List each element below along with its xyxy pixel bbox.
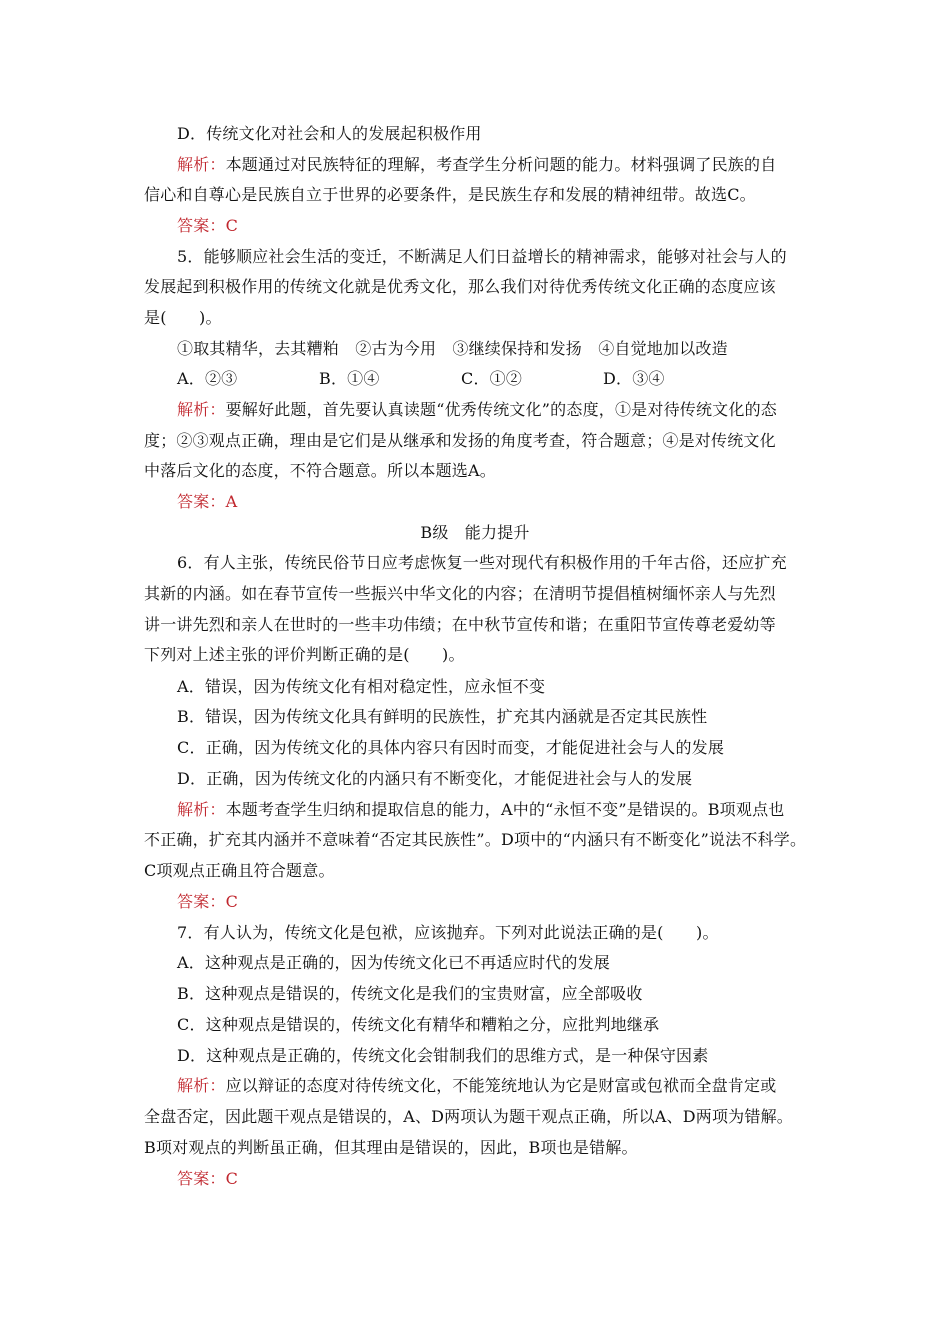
q4-analysis-line-1: 解析：本题通过对民族特征的理解，考查学生分析问题的能力。材料强调了民族的自 (177, 155, 777, 174)
q4-analysis-line-2: 信心和自尊心是民族自立于世界的必要条件，是民族生存和发展的精神纽带。故选C。 (144, 185, 756, 204)
q5-answer: 答案：A (177, 492, 238, 511)
q7-answer: 答案：C (177, 1169, 239, 1188)
q7-option-a: A．这种观点是正确的，因为传统文化已不再适应时代的发展 (177, 953, 610, 972)
q6-option-b: B．错误，因为传统文化具有鲜明的民族性，扩充其内涵就是否定其民族性 (177, 707, 708, 726)
q6-answer: 答案：C (177, 892, 239, 911)
q5-choice-b: B．①④ (319, 369, 380, 388)
q5-analysis-line-1: 解析：要解好此题，首先要认真读题“优秀传统文化”的态度，①是对待传统文化的态 (177, 400, 777, 419)
q7-option-d: D．这种观点是正确的，传统文化会钳制我们的思维方式，是一种保守因素 (177, 1046, 709, 1065)
q4-option-d: D．传统文化对社会和人的发展起积极作用 (177, 124, 482, 143)
analysis-label: 解析： (177, 1076, 226, 1095)
q7-analysis-line-3: B项对观点的判断虽正确，但其理由是错误的，因此，B项也是错解。 (144, 1138, 638, 1157)
analysis-label: 解析： (177, 400, 226, 419)
q5-stem-line-1: 5．能够顺应社会生活的变迁，不断满足人们日益增长的精神需求，能够对社会与人的 (177, 247, 787, 266)
q5-choice-a: A．②③ (177, 369, 238, 388)
analysis-label: 解析： (177, 155, 226, 174)
q6-analysis-line-3: C项观点正确且符合题意。 (144, 861, 335, 880)
q7-option-b: B．这种观点是错误的，传统文化是我们的宝贵财富，应全部吸收 (177, 984, 643, 1003)
section-title: B级 能力提升 (420, 523, 530, 542)
q5-analysis-line-3: 中落后文化的态度，不符合题意。所以本题选A。 (144, 461, 496, 480)
q6-stem-line-3: 讲一讲先烈和亲人在世时的一些丰功伟绩；在中秋节宣传和谐；在重阳节宣传尊老爱幼等 (144, 615, 776, 634)
q5-items: ①取其精华，去其糟粕 ②古为今用 ③继续保持和发扬 ④自觉地加以改造 (177, 339, 728, 358)
q6-option-a: A．错误，因为传统文化有相对稳定性，应永恒不变 (177, 677, 546, 696)
q5-stem-line-3: 是( )。 (144, 308, 222, 327)
q7-analysis-line-2: 全盘否定，因此题干观点是错误的，A、D两项认为题干观点正确，所以A、D两项为错解。 (144, 1107, 793, 1126)
q7-stem-line-1: 7．有人认为，传统文化是包袱，应该抛弃。下列对此说法正确的是( )。 (177, 923, 719, 942)
q6-analysis-line-2: 不正确，扩充其内涵并不意味着“否定其民族性”。D项中的“内涵只有不断变化”说法不科学。 (144, 830, 807, 849)
q5-choices (177, 369, 665, 389)
q5-stem-line-2: 发展起到积极作用的传统文化就是优秀文化，那么我们对待优秀传统文化正确的态度应该 (144, 277, 776, 296)
q6-stem-line-2: 其新的内涵。如在春节宣传一些振兴中华文化的内容；在清明节提倡植树缅怀亲人与先烈 (144, 584, 776, 603)
q5-analysis-line-2: 度；②③观点正确，理由是它们是从继承和发扬的角度考查，符合题意；④是对传统文化 (144, 431, 776, 450)
q6-option-d: D．正确，因为传统文化的内涵只有不断变化，才能促进社会与人的发展 (177, 769, 693, 788)
q7-option-c: C．这种观点是错误的，传统文化有精华和糟粕之分，应批判地继承 (177, 1015, 660, 1034)
analysis-label: 解析： (177, 800, 226, 819)
q5-choice-c: C．①② (461, 369, 523, 388)
q4-answer: 答案：C (177, 216, 239, 235)
q6-stem-line-4: 下列对上述主张的评价判断正确的是( )。 (144, 645, 465, 664)
q7-analysis-line-1: 解析：应以辩证的态度对待传统文化，不能笼统地认为它是财富或包袱而全盘肯定或 (177, 1076, 777, 1095)
q6-option-c: C．正确，因为传统文化的具体内容只有因时而变，才能促进社会与人的发展 (177, 738, 725, 757)
q6-stem-line-1: 6．有人主张，传统民俗节日应考虑恢复一些对现代有积极作用的千年古俗，还应扩充 (177, 553, 787, 572)
q6-analysis-line-1: 解析：本题考查学生归纳和提取信息的能力，A中的“永恒不变”是错误的。B项观点也 (177, 800, 785, 819)
q5-choice-d: D．③④ (603, 369, 665, 388)
